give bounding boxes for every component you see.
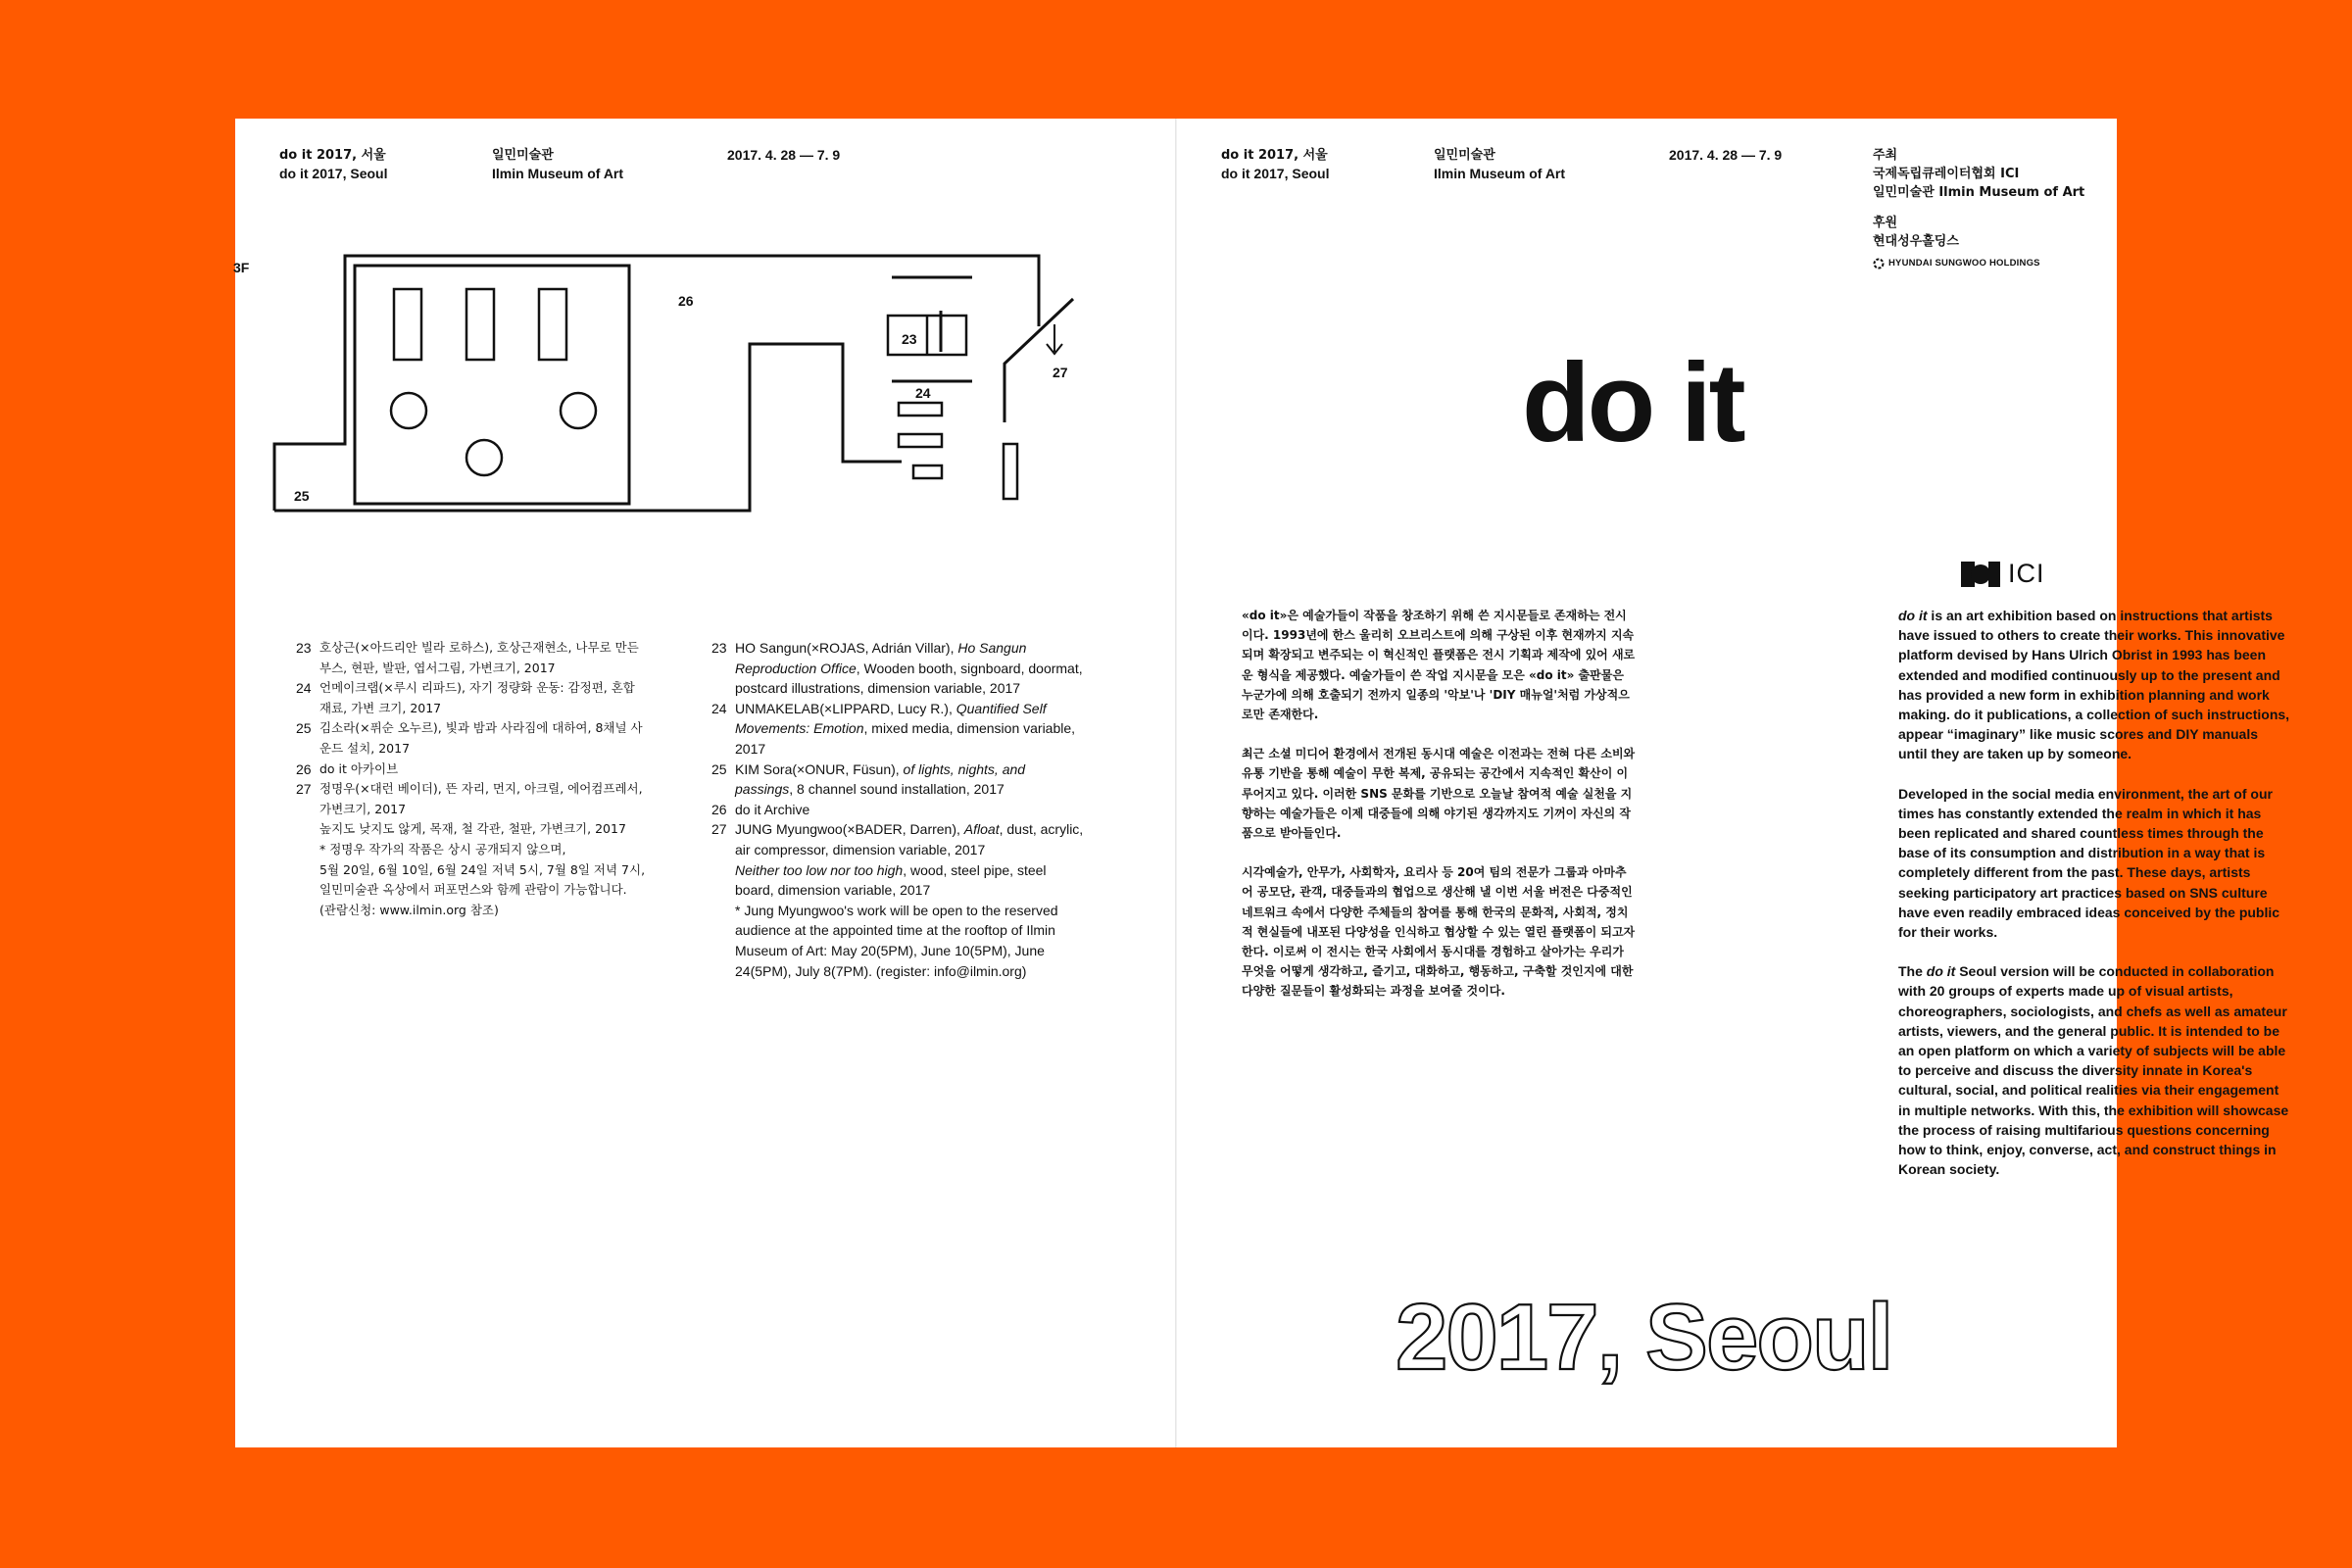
organizer-label: 주최 [1873,148,1898,163]
item-number: 23 [711,640,727,656]
item-text: do it 아카이브 [319,760,399,776]
plan-label-24: 24 [915,385,931,401]
floor-plan [233,226,1098,550]
header-title-en: do it 2017, Seoul [279,166,388,181]
right-page [1177,119,2290,1447]
paragraph-text: The [1898,963,1927,980]
item-text [735,699,1086,760]
paragraph-en [1898,606,2290,764]
plan-outer-wall [274,256,1039,511]
plan-main-room [355,266,629,504]
organizer-ilmin: 일민미술관 Ilmin Museum of Art [1873,185,2085,200]
list-item [296,760,647,780]
header-title [1221,146,1329,183]
list-item [711,819,1086,859]
header-venue-ko: 일민미술관 [1434,148,1495,163]
header-venue [492,146,623,183]
list-item [296,718,647,759]
note-ko [319,840,647,920]
item-details: , 8 channel sound installation, 2017 [789,781,1004,798]
item-artist: JUNG Myungwoo(×BADER, Darren), [735,821,964,838]
plan-bench-3 [913,466,942,478]
item-number: 27 [711,821,727,838]
item-number: 27 [296,781,312,798]
item-number: 24 [296,680,312,697]
header-dates: 2017. 4. 28 — 7. 9 [1669,147,1783,163]
item-artist: KIM Sora(×ONUR, Füsun), [735,760,904,777]
item-extra-title: Neither too low nor too high [735,861,904,878]
header-venue [1434,146,1565,183]
header-title [279,146,387,183]
plan-bottom-wall [274,344,902,511]
item-text: 언메이크랩(×루시 리파드), 자기 정량화 운동: 감정편, 혼합 재료, 가변 크기, 2017 [319,680,635,715]
plan-shelf-1 [394,289,421,360]
header-credits [1873,146,2084,272]
paragraph-en [1898,961,2290,1179]
list-item [711,800,1086,820]
plan-label-26: 26 [678,293,694,309]
header-title-ko: do it 2017, 서울 [279,148,386,163]
arrow-down-icon [1047,324,1062,354]
item-title: of lights, nights, and passings [735,760,1026,798]
list-item [296,678,647,718]
plan-label-23: 23 [902,331,917,347]
item-extra: 높지도 낮지도 않게, 목재, 철 각관, 철판, 가변크기, 2017 [319,821,626,837]
organizer-ici: 국제독립큐레이터협회 ICI [1873,167,2020,181]
intro-text-en [1898,606,2290,1199]
header-venue-en: Ilmin Museum of Art [1434,166,1566,181]
item-text: 호상근(×아드리안 빌라 로하스), 호상근재현소, 나무로 만든 부스, 현판, 발판, 엽서그림, 가변크기, 2017 [319,640,639,675]
item-artist: do it Archive [735,801,810,817]
plan-shelf-2 [466,289,494,360]
item-artist: HO Sangun(×ROJAS, Adrián Villar), [735,640,958,656]
artwork-list-en [711,638,1086,981]
hyundai-logo-icon [1873,258,1885,270]
doit-italic: do it [1926,963,1956,980]
note-line: 일민미술관 옥상에서 퍼포먼스와 함께 관람이 가능합니다. [319,882,627,898]
item-text [735,760,1086,800]
item-text: 정명우(×대런 베이더), 뜬 자리, 먼지, 아크릴, 에어컴프레서, 가변크기, 2017 [319,781,643,816]
item-text [735,800,1086,820]
main-title: do it [1522,341,1743,466]
brochure-spread [233,119,2290,1447]
header-venue-ko: 일민미술관 [492,148,554,163]
item-number: 25 [711,760,727,777]
item-extra-details: , wood, steel pipe, steel board, dimension variable, 2017 [735,861,1047,899]
header-title-ko: do it 2017, 서울 [1221,148,1328,163]
plan-bench-1 [899,403,942,416]
item-title: Afloat [963,821,1000,838]
note-text: * Jung Myungwoo's work will be open to the reserved audience at the appointed time at the rooftop of Ilmin Museum of Art: May 20(5PM), June 10(5PM), June 24(5PM), July 8(7PM). (register: info@ilmin.org) [735,902,1058,979]
header-dates: 2017. 4. 28 — 7. 9 [727,147,841,163]
plan-circle-3 [561,393,596,428]
list-item [296,638,647,678]
item-number: 23 [296,640,312,656]
ici-logo-text: ICI [2008,559,2045,588]
item-title: Ho Sangun Reproduction Office [735,640,1027,676]
plan-circle-2 [466,440,502,475]
paragraph-en: Developed in the social media environment, the art of our times has constantly extended the realm in which it has been replicated and shared countless times through the base of its consumption and distribution in a way that is completely different from the past. These days, artists seeking participatory art practices based on SNS culture have even readily embraced ideas conceived by the public for their works. [1898,785,2280,941]
hyundai-logo-text: HYUNDAI SUNGWOO HOLDINGS [1888,258,2040,269]
note-line: (관람신청: www.ilmin.org 참조) [319,902,499,917]
item-details: , dust, acrylic, air compressor, dimension variable, 2017 [735,821,1084,858]
item-details: , Wooden booth, signboard, doormat, postcard illustrations, dimension variable, 2017 [735,660,1083,697]
item-number: 26 [296,760,312,777]
plan-bench-2 [899,434,942,447]
ici-logo [1961,559,2045,589]
plan-label-25: 25 [294,488,310,504]
item-artist: UNMAKELAB(×LIPPARD, Lucy R.), [735,700,956,716]
hyundai-sungwoo-logo [1873,254,2084,272]
note-en [735,901,1086,981]
item-number: 26 [711,801,727,817]
list-item [711,699,1086,760]
plan-circle-1 [391,393,426,428]
plan-floor-label: 3F [233,260,250,275]
intro-text-ko [1242,606,1636,1021]
note-line: * 정명우 작가의 작품은 상시 공개되지 않으며, [319,841,566,857]
header-title-en: do it 2017, Seoul [1221,166,1330,181]
artwork-list-ko [296,638,647,920]
item-number: 24 [711,700,727,716]
paragraph-text: is an art exhibition based on instructions that artists have issued to others to create their works. This innovative platform devised by Hans Ulrich Obrist in 1993 has been extended and modified continuously up to the present and has provided a new form in exhibition planning and work making. do it publications, a collection of such instructions, appear “imaginary” like music scores and DIY manuals until they are taken up by someone. [1898,608,2290,762]
paragraph-ko: «do it»은 예술가들이 작품을 창조하기 위해 쓴 지시문들로 존재하는 전시이다. 1993년에 한스 울리히 오브리스트에 의해 구상된 이후 현재까지 지속되며 확장되고 변주되는 이 혁신적인 플랫폼은 전시 기획과 제작에 있어 새로운 형식을 제공했다. 예술가들이 쓴 작업 지시문을 모은 «do it» 출판물은 누군가에 의해 호출되기 전까지 일종의 '악보'나 'DIY 매뉴얼'처럼 가상적으로만 존재한다. [1242,609,1636,722]
item-text: 김소라(×퓌순 오누르), 빛과 밤과 사라짐에 대하여, 8채널 사운드 설치, 2017 [319,720,643,756]
header-venue-en: Ilmin Museum of Art [492,166,624,181]
list-item [711,638,1086,699]
item-details: , mixed media, dimension variable, 2017 [735,720,1076,757]
list-item [296,779,647,819]
list-item [711,760,1086,800]
note-line: 5월 20일, 6월 10일, 6월 24일 저녁 5시, 7월 8일 저녁 7시, [319,861,646,877]
item-extra [735,860,1086,901]
outline-title: 2017, Seoul [1396,1285,1892,1390]
item-text [735,638,1086,699]
item-text [735,819,1086,859]
ici-logo-icon [1961,562,2000,587]
left-page [235,119,1175,1447]
sponsor-name: 현대성우홀딩스 [1873,234,1959,249]
sponsor-label: 후원 [1873,216,1898,230]
plan-label-27: 27 [1053,365,1068,380]
plan-pillar [1004,444,1017,499]
item-number: 25 [296,720,312,737]
paragraph-ko: 시각예술가, 안무가, 사회학자, 요리사 등 20여 팀의 전문가 그룹과 아마추어 공모단, 관객, 대중들과의 협업으로 생산해 낼 이번 서울 버전은 다중적인 네트워크 속에서 다양한 주체들의 참여를 통해 한국의 문화적, 사회적, 정치적 현실들에 내포된 다양성을 인식하고 협상할 수 있는 열린 플랫폼이 되고자 한다. 이로써 이 전시는 한국 사회에서 동시대를 경험하고 살아가는 우리가 무엇을 어떻게 생각하고, 즐기고, 대화하고, 행동하고, 구축할 것인지에 대한 다양한 질문들이 활성화되는 과정을 보여줄 것이다. [1242,865,1636,999]
paragraph-text: Seoul version will be conducted in collaboration with 20 groups of experts made up of visual artists, choreographers, sociologists, and chefs as well as amateur artists, viewers, and the general public. It is intended to be an open platform on which a variety of subjects will be able to perceive and discuss the diversity innate in Korea's cultural, social, and political realities via their engagement in multiple networks. With this, the exhibition will showcase the process of raising multifarious questions concerning how to think, enjoy, converse, act, and construct things in Korean society. [1898,963,2289,1178]
plan-shelf-3 [539,289,566,360]
item-title: Quantified Self Movements: Emotion [735,700,1047,737]
paragraph-ko: 최근 소셜 미디어 환경에서 전개된 동시대 예술은 이전과는 전혀 다른 소비와 유통 기반을 통해 예술이 무한 복제, 공유되는 공간에서 지속적인 확산이 이루어지고 있다. 이러한 SNS 문화를 기반으로 오늘날 참여적 예술 실천을 지향하는 예술가들은 이제 대중들에 의해 야기된 생각까지도 기꺼이 자신의 작품으로 받아들인다. [1242,747,1636,841]
doit-italic: do it [1898,608,1928,623]
